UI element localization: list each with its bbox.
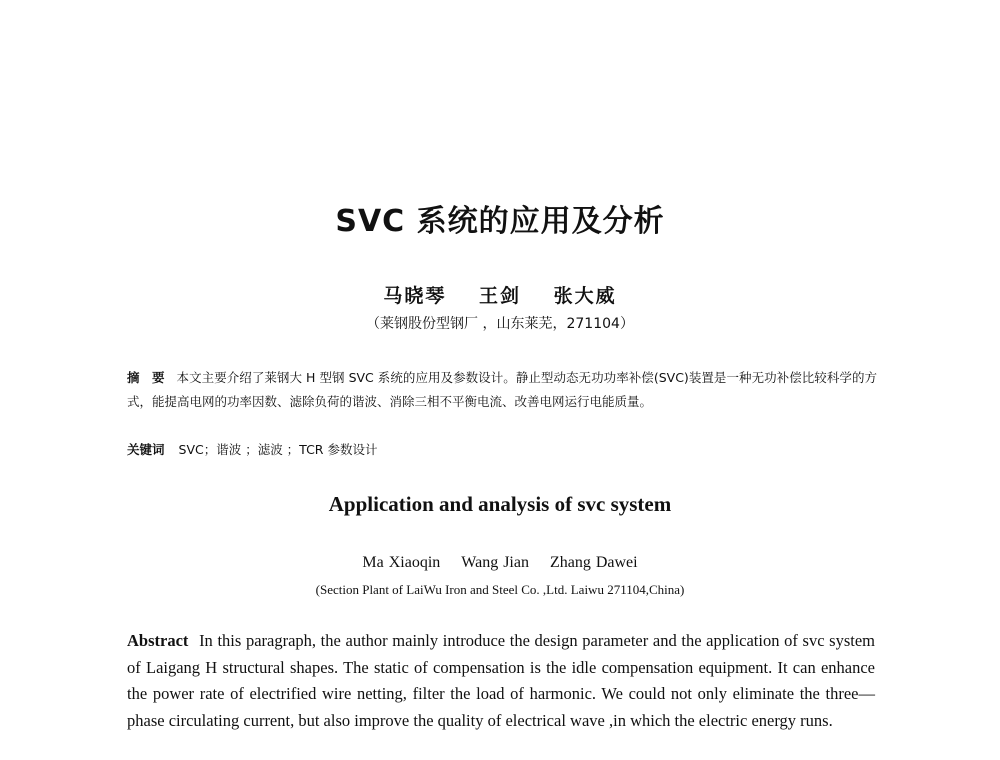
authors-cn [0,281,1000,308]
keywords-cn [127,438,877,462]
keywords-cn-label: 关键词 [127,442,165,457]
paper-title-en: Application and analysis of svc system [328,492,672,516]
author-cn-1: 马晓琴 [383,285,447,307]
author-cn-3: 张大威 [553,285,617,307]
affiliation-en: (Section Plant of LaiWu Iron and Steel Co. ,Ltd. Laiwu 271104,China) [315,582,685,597]
abstract-cn [127,366,877,414]
affiliation-cn: （莱钢股份型钢厂 ，山东莱芜，271104） [366,316,634,332]
abstract-en [127,628,875,734]
author-cn-2: 王剑 [478,285,521,307]
abstract-en-label: Abstract [127,631,189,650]
abstract-en-text: In this paragraph, the author mainly introduce the design parameter and the application of svc system of Laigang H structural shapes. The static of compensation is the idle compensation equipment. It can enhance the power rate of electrified wire netting, filter the load of harmonic. We could not only eliminate the three—phase circulating current, but also improve the quality of electrical wave ,in which the electric energy runs. [127,631,875,730]
author-en-2: Wang Jian [461,554,529,571]
abstract-cn-label: 摘 要 [127,370,165,385]
keywords-cn-text: SVC；谐波 ；滤波 ；TCR 参数设计 [178,442,378,457]
authors-en [0,554,1000,572]
author-en-3: Zhang Dawei [549,554,638,571]
abstract-cn-text: 本文主要介绍了莱钢大 H 型钢 SVC 系统的应用及参数设计。静止型动态无功功率补偿(SVC)装置是一种无功补偿比较科学的方式，能提高电网的功率因数、滤除负荷的谐波、消除三相不平衡电流、改善电网运行电能质量。 [127,370,877,409]
paper-title-cn: SVC 系统的应用及分析 [335,204,665,239]
author-en-1: Ma Xiaoqin [362,554,441,571]
